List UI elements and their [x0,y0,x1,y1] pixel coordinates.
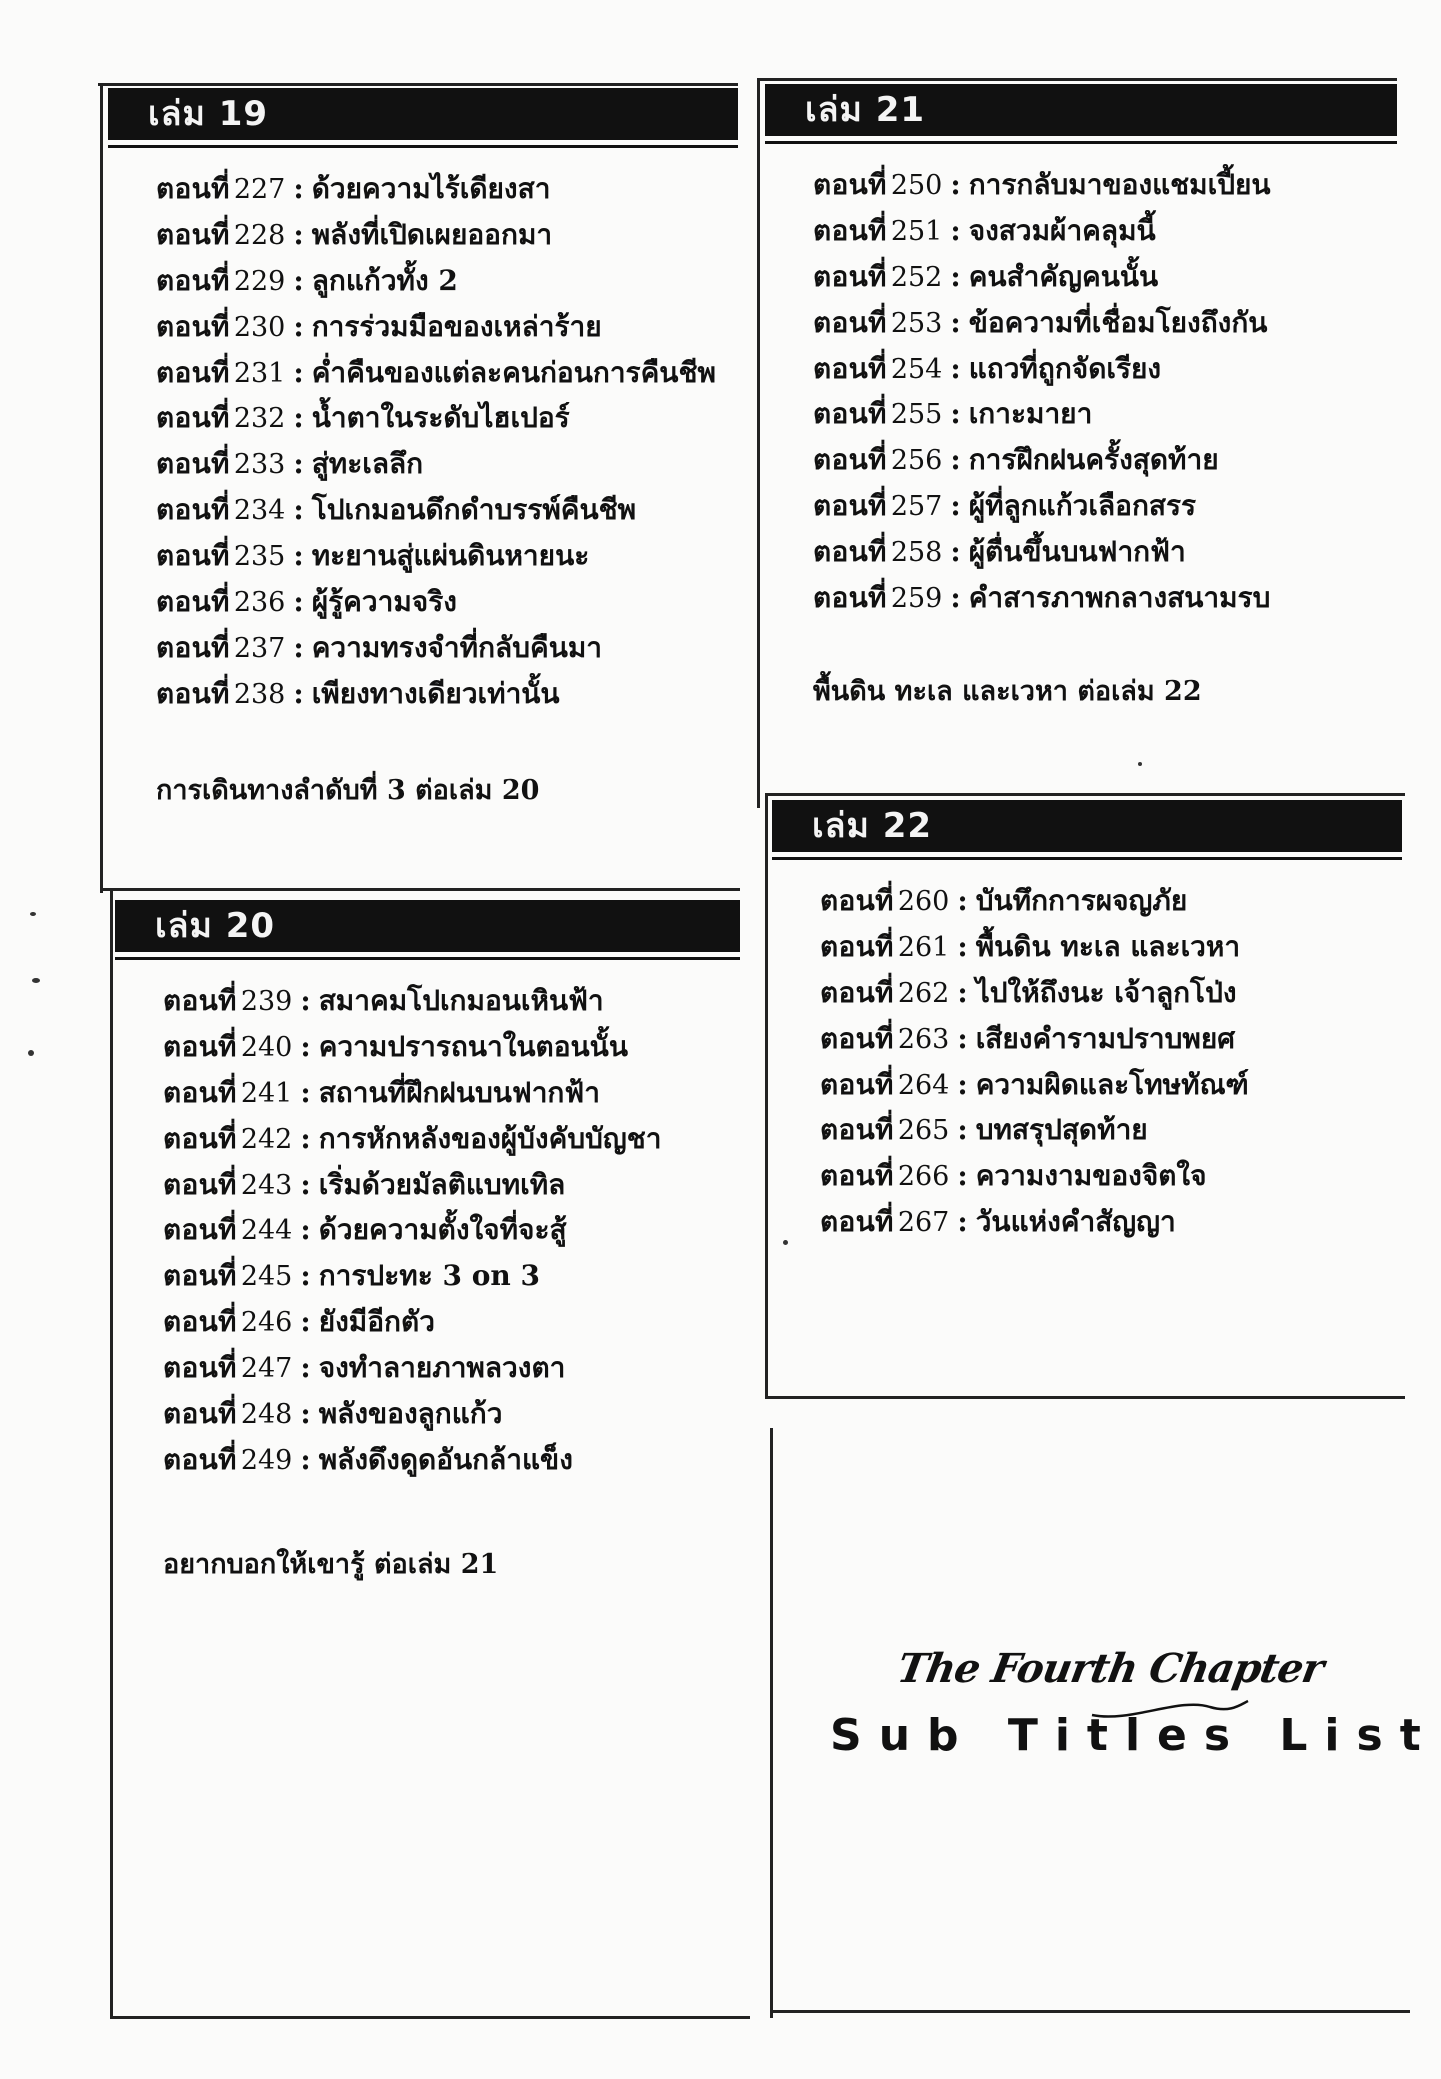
right-column-top-rule [757,78,1397,81]
episode-separator: : [300,1213,311,1247]
episode-row [163,1162,740,1208]
episode-row [163,1437,740,1483]
episode-title: บทสรุปสุดท้าย [975,1113,1148,1147]
episode-separator: : [950,213,961,247]
episode-row [820,1107,1402,1153]
episode-number: 258 [890,537,943,569]
episode-separator: : [957,929,968,963]
episode-separator: : [300,1075,311,1109]
episode-number: 250 [890,170,943,201]
episode-title: ค่ำคืนของแต่ละคนก่อนการคืนชีพ [311,355,716,389]
episode-row [813,254,1397,300]
episode-prefix: ตอนที่ [813,213,887,247]
episode-title: วันแห่งคำสัญญา [975,1205,1176,1239]
episode-title: พลังของลูกแก้ว [318,1397,503,1431]
episode-number: 254 [890,353,943,385]
episode-separator: : [957,884,968,917]
episode-title: ยังมีอีกตัว [318,1305,435,1339]
episode-prefix: ตอนที่ [813,351,887,385]
episode-title: เกาะมายา [968,397,1093,431]
episode-title: บันทึกการผจญภัย [975,884,1188,917]
episode-prefix: ตอนที่ [820,1205,894,1239]
episode-separator: : [300,1029,311,1063]
episode-title: ผู้รู้ความจริง [311,585,457,619]
episode-separator: : [950,489,961,523]
episode-title: การกลับมาของแชมเปี้ยน [968,168,1271,201]
episode-number: 257 [890,491,943,523]
episode-title: ด้วยความไร้เดียงสา [311,172,551,205]
episode-number: 233 [233,449,286,481]
episode-separator: : [950,259,961,293]
episode-title: เพียงทางเดียวเท่านั้น [311,676,560,710]
episode-row [163,1345,740,1391]
episode-title: พลังดึงดูดอันกล้าแข็ง [318,1442,573,1476]
episode-prefix: ตอนที่ [156,539,230,573]
episode-number: 263 [897,1023,950,1055]
left-column-lower-left-border [110,888,113,2018]
episode-row [163,1207,740,1253]
episode-number: 239 [240,986,293,1017]
episode-row [163,978,740,1024]
episode-title: การปะทะ 3 on 3 [318,1259,540,1293]
scan-speck [28,1050,34,1056]
episode-separator: : [293,630,304,664]
volume-19-section [108,88,738,848]
episode-row [813,162,1397,208]
episode-row [820,970,1402,1016]
episode-separator: : [950,535,961,569]
episode-title: การฝึกฝนครั้งสุดท้าย [968,443,1219,477]
chapter-script-title: The Fourth Chapter [893,1645,1327,1692]
episode-title: ลูกแก้วทั้ง 2 [311,263,458,297]
episode-separator: : [950,443,961,477]
episode-prefix: ตอนที่ [820,1021,894,1055]
episode-row [163,1391,740,1437]
episode-number: 252 [890,261,943,293]
episode-title: ด้วยความตั้งใจที่จะสู้ [318,1213,567,1247]
episode-prefix: ตอนที่ [820,1159,894,1193]
episode-separator: : [957,1113,968,1147]
episode-separator: : [300,1259,311,1293]
episode-title: คนสำคัญคนนั้น [968,259,1159,293]
episode-row [813,391,1397,437]
episode-prefix: ตอนที่ [156,217,230,251]
episode-number: 235 [233,541,286,573]
episode-row [156,487,738,533]
episode-title: ความทรงจำที่กลับคืนมา [311,630,603,664]
episode-prefix: ตอนที่ [156,585,230,619]
left-column-left-border [100,83,103,893]
episode-separator: : [300,1351,311,1385]
episode-prefix: ตอนที่ [163,1305,237,1339]
episode-row [813,300,1397,346]
episode-number: 267 [897,1207,950,1239]
episode-title: การร่วมมือของเหล่าร้าย [311,309,602,343]
episode-prefix: ตอนที่ [163,1167,237,1201]
episode-title: ผู้ที่ลูกแก้วเลือกสรร [968,489,1197,523]
episode-prefix: ตอนที่ [156,172,230,205]
episode-prefix: ตอนที่ [813,168,887,201]
episode-prefix: ตอนที่ [813,305,887,339]
episode-separator: : [293,217,304,251]
episode-title: ผู้ตื่นขึ้นบนฟากฟ้า [968,535,1186,569]
episode-number: 247 [240,1353,293,1385]
volume-20-header: เล่ม 20 [115,900,740,952]
episode-prefix: ตอนที่ [163,1121,237,1155]
episode-title: แถวที่ถูกจัดเรียง [968,351,1162,385]
episode-prefix: ตอนที่ [163,1029,237,1063]
episode-prefix: ตอนที่ [163,1259,237,1293]
episode-number: 256 [890,445,943,477]
episode-title: สู่ทะเลลึก [311,447,424,481]
episode-separator: : [300,1305,311,1339]
episode-row [156,350,738,396]
episode-prefix: ตอนที่ [156,630,230,664]
scan-speck [30,912,36,916]
volume-22-section [772,800,1402,1270]
left-column-bottom-rule [110,2016,750,2019]
scan-speck [1138,762,1142,766]
episode-separator: : [293,263,304,297]
episode-title: คำสารภาพกลางสนามรบ [968,581,1271,615]
volume-19-episode-list [156,166,738,717]
episode-number: 255 [890,399,943,431]
episode-row [820,1199,1402,1245]
episode-number: 264 [897,1069,950,1101]
episode-number: 232 [233,403,286,435]
episode-prefix: ตอนที่ [813,259,887,293]
episode-prefix: ตอนที่ [820,929,894,963]
episode-number: 231 [233,357,286,389]
volume-19-header: เล่ม 19 [108,88,738,140]
episode-separator: : [957,1159,968,1193]
scan-speck [32,978,40,983]
episode-prefix: ตอนที่ [156,676,230,710]
episode-number: 265 [897,1115,950,1147]
episode-row [156,579,738,625]
episode-row [820,1016,1402,1062]
episode-row [813,575,1397,621]
episode-number: 266 [897,1161,950,1193]
episode-prefix: ตอนที่ [156,263,230,297]
episode-prefix: ตอนที่ [163,1442,237,1476]
episode-number: 240 [240,1031,293,1063]
episode-title: ข้อความที่เชื่อมโยงถึงกัน [968,305,1268,339]
volume-21-episode-list [813,162,1397,621]
episode-prefix: ตอนที่ [163,1351,237,1385]
episode-row [820,1062,1402,1108]
episode-row [156,533,738,579]
episode-row [813,208,1397,254]
episode-row [163,1070,740,1116]
episode-title: ไปให้ถึงนะ เจ้าลูกโป่ง [975,975,1237,1009]
volume-20-episode-list [163,978,740,1483]
episode-prefix: ตอนที่ [156,493,230,527]
episode-prefix: ตอนที่ [156,309,230,343]
episode-title: เริ่มด้วยมัลติแบทเทิล [318,1167,566,1201]
volume-22-episode-list [820,878,1402,1245]
episode-number: 228 [233,219,286,251]
episode-row [813,529,1397,575]
episode-number: 249 [240,1444,293,1476]
episode-prefix: ตอนที่ [820,975,894,1009]
episode-title: สถานที่ฝึกฝนบนฟากฟ้า [318,1075,600,1109]
episode-number: 243 [240,1169,293,1201]
episode-title: ความผิดและโทษทัณฑ์ [975,1067,1249,1101]
episode-separator: : [957,975,968,1009]
episode-title: ทะยานสู่แผ่นดินหายนะ [311,539,590,573]
episode-row [820,1153,1402,1199]
episode-prefix: ตอนที่ [813,397,887,431]
episode-row [156,441,738,487]
episode-title: น้ำตาในระดับไฮเปอร์ [311,401,570,435]
episode-row [156,166,738,212]
episode-number: 248 [240,1399,293,1431]
center-divider-mid [765,793,768,1398]
episode-separator: : [300,1442,311,1476]
volume-21-continued-note: พื้นดิน ทะเล และเวหา ต่อเล่ม 22 [813,676,1202,707]
volume-21-section [765,84,1397,707]
episode-separator: : [293,539,304,573]
episode-separator: : [950,397,961,431]
episode-number: 259 [890,583,943,615]
episode-prefix: ตอนที่ [820,1113,894,1147]
episode-number: 237 [233,632,286,664]
episode-separator: : [957,1021,968,1055]
episode-separator: : [300,1167,311,1201]
episode-number: 262 [897,977,950,1009]
episode-prefix: ตอนที่ [813,443,887,477]
episode-row [163,1253,740,1299]
episode-number: 242 [240,1123,293,1155]
chapter-title-block [830,1645,1438,1761]
episode-separator: : [293,401,304,435]
episode-number: 245 [240,1261,293,1293]
episode-row [820,878,1402,924]
episode-row [156,212,738,258]
episode-prefix: ตอนที่ [156,401,230,435]
episode-title: การหักหลังของผู้บังคับบัญชา [318,1121,662,1155]
flourish-ornament [1090,1693,1250,1723]
episode-number: 230 [233,311,286,343]
episode-separator: : [950,305,961,339]
episode-number: 236 [233,587,286,619]
right-column-bottom-rule [770,2010,1410,2013]
episode-separator: : [293,493,304,527]
episode-number: 260 [897,886,950,917]
volume-20-section [115,900,740,1600]
episode-prefix: ตอนที่ [813,581,887,615]
episode-separator: : [293,309,304,343]
episode-prefix: ตอนที่ [813,535,887,569]
episode-title: เสียงคำรามปราบพยศ [975,1021,1236,1055]
episode-row [156,395,738,441]
episode-title: จงสวมผ้าคลุมนี้ [968,213,1156,247]
episode-prefix: ตอนที่ [163,984,237,1017]
episode-separator: : [293,355,304,389]
episode-prefix: ตอนที่ [820,884,894,917]
episode-separator: : [300,1121,311,1155]
episode-row [163,1116,740,1162]
episode-row [813,483,1397,529]
episode-number: 227 [233,174,286,205]
episode-row [820,924,1402,970]
scan-speck [783,1240,788,1245]
episode-title: พลังที่เปิดเผยออกมา [311,217,553,251]
episode-prefix: ตอนที่ [163,1075,237,1109]
episode-row [163,1299,740,1345]
episode-separator: : [950,581,961,615]
episode-separator: : [957,1205,968,1239]
episode-separator: : [950,168,961,201]
right-column-box-bottom [765,1396,1405,1399]
right-column-mid-rule [765,793,1405,796]
episode-number: 244 [240,1215,293,1247]
volume-20-continued-note: อยากบอกให้เขารู้ ต่อเล่ม 21 [163,1549,499,1580]
center-divider-lower [770,1428,773,2018]
episode-separator: : [293,585,304,619]
episode-prefix: ตอนที่ [163,1397,237,1431]
episode-number: 238 [233,678,286,710]
episode-title: ความปรารถนาในตอนนั้น [318,1029,628,1063]
episode-row [156,671,738,717]
episode-row [813,346,1397,392]
episode-number: 253 [890,307,943,339]
episode-title: โปเกมอนดึกดำบรรพ์คืนชีพ [311,493,637,527]
episode-prefix: ตอนที่ [163,1213,237,1247]
episode-prefix: ตอนที่ [820,1067,894,1101]
episode-separator: : [300,984,311,1017]
episode-row [163,1024,740,1070]
episode-separator: : [950,351,961,385]
episode-number: 234 [233,495,286,527]
episode-number: 229 [233,265,286,297]
episode-separator: : [293,172,304,205]
episode-number: 261 [897,931,950,963]
episode-separator: : [293,447,304,481]
center-divider [757,78,760,808]
episode-number: 241 [240,1077,293,1109]
left-column-top-rule [98,83,738,86]
episode-prefix: ตอนที่ [813,489,887,523]
volume-19-continued-note: การเดินทางลำดับที่ 3 ต่อเล่ม 20 [156,775,540,806]
volume-21-header: เล่ม 21 [765,84,1397,136]
episode-title: สมาคมโปเกมอนเหินฟ้า [318,984,604,1017]
episode-row [156,258,738,304]
episode-row [813,437,1397,483]
volume-22-header: เล่ม 22 [772,800,1402,852]
episode-row [156,304,738,350]
episode-title: พื้นดิน ทะเล และเวหา [975,929,1241,963]
episode-separator: : [957,1067,968,1101]
episode-row [156,625,738,671]
episode-separator: : [293,676,304,710]
episode-number: 251 [890,215,943,247]
episode-title: ความงามของจิตใจ [975,1159,1207,1193]
chapter-main-title: Sub Titles List [830,1710,1438,1761]
episode-separator: : [300,1397,311,1431]
left-column-mid-rule [100,888,740,891]
episode-number: 246 [240,1307,293,1339]
episode-prefix: ตอนที่ [156,447,230,481]
episode-prefix: ตอนที่ [156,355,230,389]
episode-title: จงทำลายภาพลวงตา [318,1351,566,1385]
